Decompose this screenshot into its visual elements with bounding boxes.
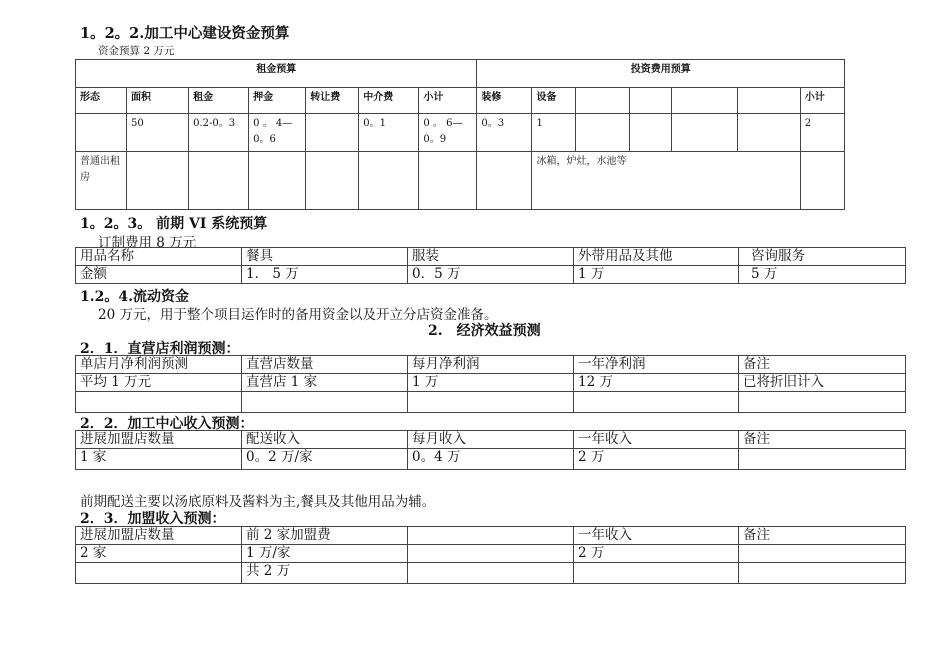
table-cell: 0 。 4—0。6	[249, 114, 306, 152]
table-cell: 共 2 万	[242, 563, 408, 584]
table-cell: 0.2-0。3	[189, 114, 249, 152]
processing-center-income-table	[75, 430, 906, 470]
table-cell: 1 万	[408, 374, 574, 392]
table-row	[76, 248, 906, 266]
table-cell	[249, 152, 306, 210]
table-cell	[800, 152, 844, 210]
header-cell: 中介费	[359, 88, 419, 114]
table-cell: 每月净利润	[408, 356, 574, 374]
rent-budget-header: 租金预算	[76, 60, 477, 88]
table-row	[76, 374, 906, 392]
table-cell: 1	[532, 114, 575, 152]
vi-budget-table	[75, 247, 906, 284]
table-cell: 餐具	[242, 248, 408, 266]
section-1-2-4-text: 20 万元，用于整个项目运作时的备用资金以及开立分店资金准备。	[98, 307, 498, 323]
table-cell: 直营店数量	[242, 356, 408, 374]
table-cell: 1 家	[76, 449, 242, 470]
table-row	[76, 60, 845, 88]
table-cell: 外带用品及其他	[574, 248, 739, 266]
table-cell: 0 。 6—0。9	[419, 114, 477, 152]
table-cell: 5 万	[739, 266, 906, 284]
header-cell: 押金	[249, 88, 306, 114]
table-cell: 12 万	[574, 374, 739, 392]
table-cell: 1． 5 万	[242, 266, 408, 284]
table-cell	[629, 114, 671, 152]
table-row	[76, 527, 906, 545]
table-cell	[408, 527, 574, 545]
header-cell	[575, 88, 629, 114]
header-cell: 面积	[127, 88, 189, 114]
section-1-2-3-subtitle: 订制费用 8 万元	[98, 235, 197, 251]
table-cell	[408, 545, 574, 563]
table-cell: 平均 1 万元	[76, 374, 242, 392]
rent-investment-table	[75, 59, 845, 210]
section-2-1-heading: 2．1．直营店利润预测：	[80, 341, 240, 357]
investment-budget-header: 投资费用预算	[477, 60, 845, 88]
table-cell	[359, 152, 419, 210]
table-cell: 咨询服务	[739, 248, 906, 266]
section-2-2-heading: 2．2．加工中心收入预测：	[80, 416, 254, 432]
header-cell: 装修	[477, 88, 532, 114]
table-cell	[575, 114, 629, 152]
table-cell: 单店月净利润预测	[76, 356, 242, 374]
section-2-heading: 2. 经济效益预测	[428, 323, 541, 339]
section-1-2-2-subtitle: 资金预算 2 万元	[98, 45, 175, 57]
table-cell	[306, 152, 359, 210]
table-cell	[419, 152, 477, 210]
franchise-income-table	[75, 526, 906, 584]
equipment-cell: 冰箱，炉灶，水池等	[532, 152, 800, 210]
table-cell	[408, 563, 574, 584]
direct-store-profit-table	[75, 355, 906, 413]
table-cell: 0．5 万	[408, 266, 574, 284]
table-cell: 1 万	[574, 266, 739, 284]
table-cell: 普通出租房	[76, 152, 127, 210]
table-cell: 0。1	[359, 114, 419, 152]
table-cell	[737, 114, 800, 152]
table-cell: 进展加盟店数量	[76, 431, 242, 449]
table-cell: 2 万	[574, 449, 739, 470]
table-cell: 备注	[739, 527, 906, 545]
table-row	[76, 152, 845, 210]
table-cell	[739, 392, 906, 413]
table-row	[76, 356, 906, 374]
table-cell	[739, 545, 906, 563]
table-row	[76, 449, 906, 470]
header-cell: 小计	[419, 88, 477, 114]
table-cell: 一年净利润	[574, 356, 739, 374]
table-cell	[739, 563, 906, 584]
table-cell: 2	[800, 114, 844, 152]
table-cell	[408, 392, 574, 413]
table-row	[76, 114, 845, 152]
table-cell: 0。2 万/家	[242, 449, 408, 470]
section-1-2-3-heading: 1。2。3。 前期 VI 系统预算	[80, 216, 268, 232]
table-cell: 前 2 家加盟费	[242, 527, 408, 545]
table-row	[76, 392, 906, 413]
table-row	[76, 563, 906, 584]
table-cell: 配送收入	[242, 431, 408, 449]
table-cell: 备注	[739, 356, 906, 374]
header-cell	[629, 88, 671, 114]
table-cell	[76, 114, 127, 152]
table-cell: 2 家	[76, 545, 242, 563]
table-cell: 进展加盟店数量	[76, 527, 242, 545]
table-cell: 一年收入	[574, 431, 739, 449]
table-row	[76, 88, 845, 114]
table-cell	[574, 563, 739, 584]
table-cell	[76, 392, 242, 413]
table-cell	[242, 392, 408, 413]
table-cell: 2 万	[574, 545, 739, 563]
section-1-2-2-heading: 1。2。2.加工中心建设资金预算	[80, 25, 290, 42]
table-cell: 50	[127, 114, 189, 152]
table-cell: 每月收入	[408, 431, 574, 449]
table-cell: 备注	[739, 431, 906, 449]
table-cell	[477, 152, 532, 210]
table-row	[76, 545, 906, 563]
header-cell: 设备	[532, 88, 575, 114]
table-cell	[306, 114, 359, 152]
header-cell	[737, 88, 800, 114]
table-cell	[671, 114, 737, 152]
header-cell: 形态	[76, 88, 127, 114]
header-cell: 小计	[800, 88, 844, 114]
table-cell: 金额	[76, 266, 242, 284]
table-cell: 0。4 万	[408, 449, 574, 470]
header-cell: 租金	[189, 88, 249, 114]
table-cell: 0。3	[477, 114, 532, 152]
section-2-3-heading: 2．3．加盟收入预测：	[80, 511, 226, 527]
table-cell	[739, 449, 906, 470]
table-cell: 用品名称	[76, 248, 242, 266]
table-row	[76, 431, 906, 449]
table-cell: 直营店 1 家	[242, 374, 408, 392]
header-cell	[671, 88, 737, 114]
table-cell	[127, 152, 189, 210]
table-cell: 已将折旧计入	[739, 374, 906, 392]
table-cell	[574, 392, 739, 413]
section-2-2-note: 前期配送主要以汤底原料及酱料为主,餐具及其他用品为辅。	[80, 494, 436, 510]
section-1-2-4-heading: 1.2。4.流动资金	[80, 289, 189, 305]
table-cell: 一年收入	[574, 527, 739, 545]
table-cell: 服装	[408, 248, 574, 266]
table-row	[76, 266, 906, 284]
table-cell	[189, 152, 249, 210]
table-cell: 1 万/家	[242, 545, 408, 563]
header-cell: 转让费	[306, 88, 359, 114]
table-cell	[76, 563, 242, 584]
